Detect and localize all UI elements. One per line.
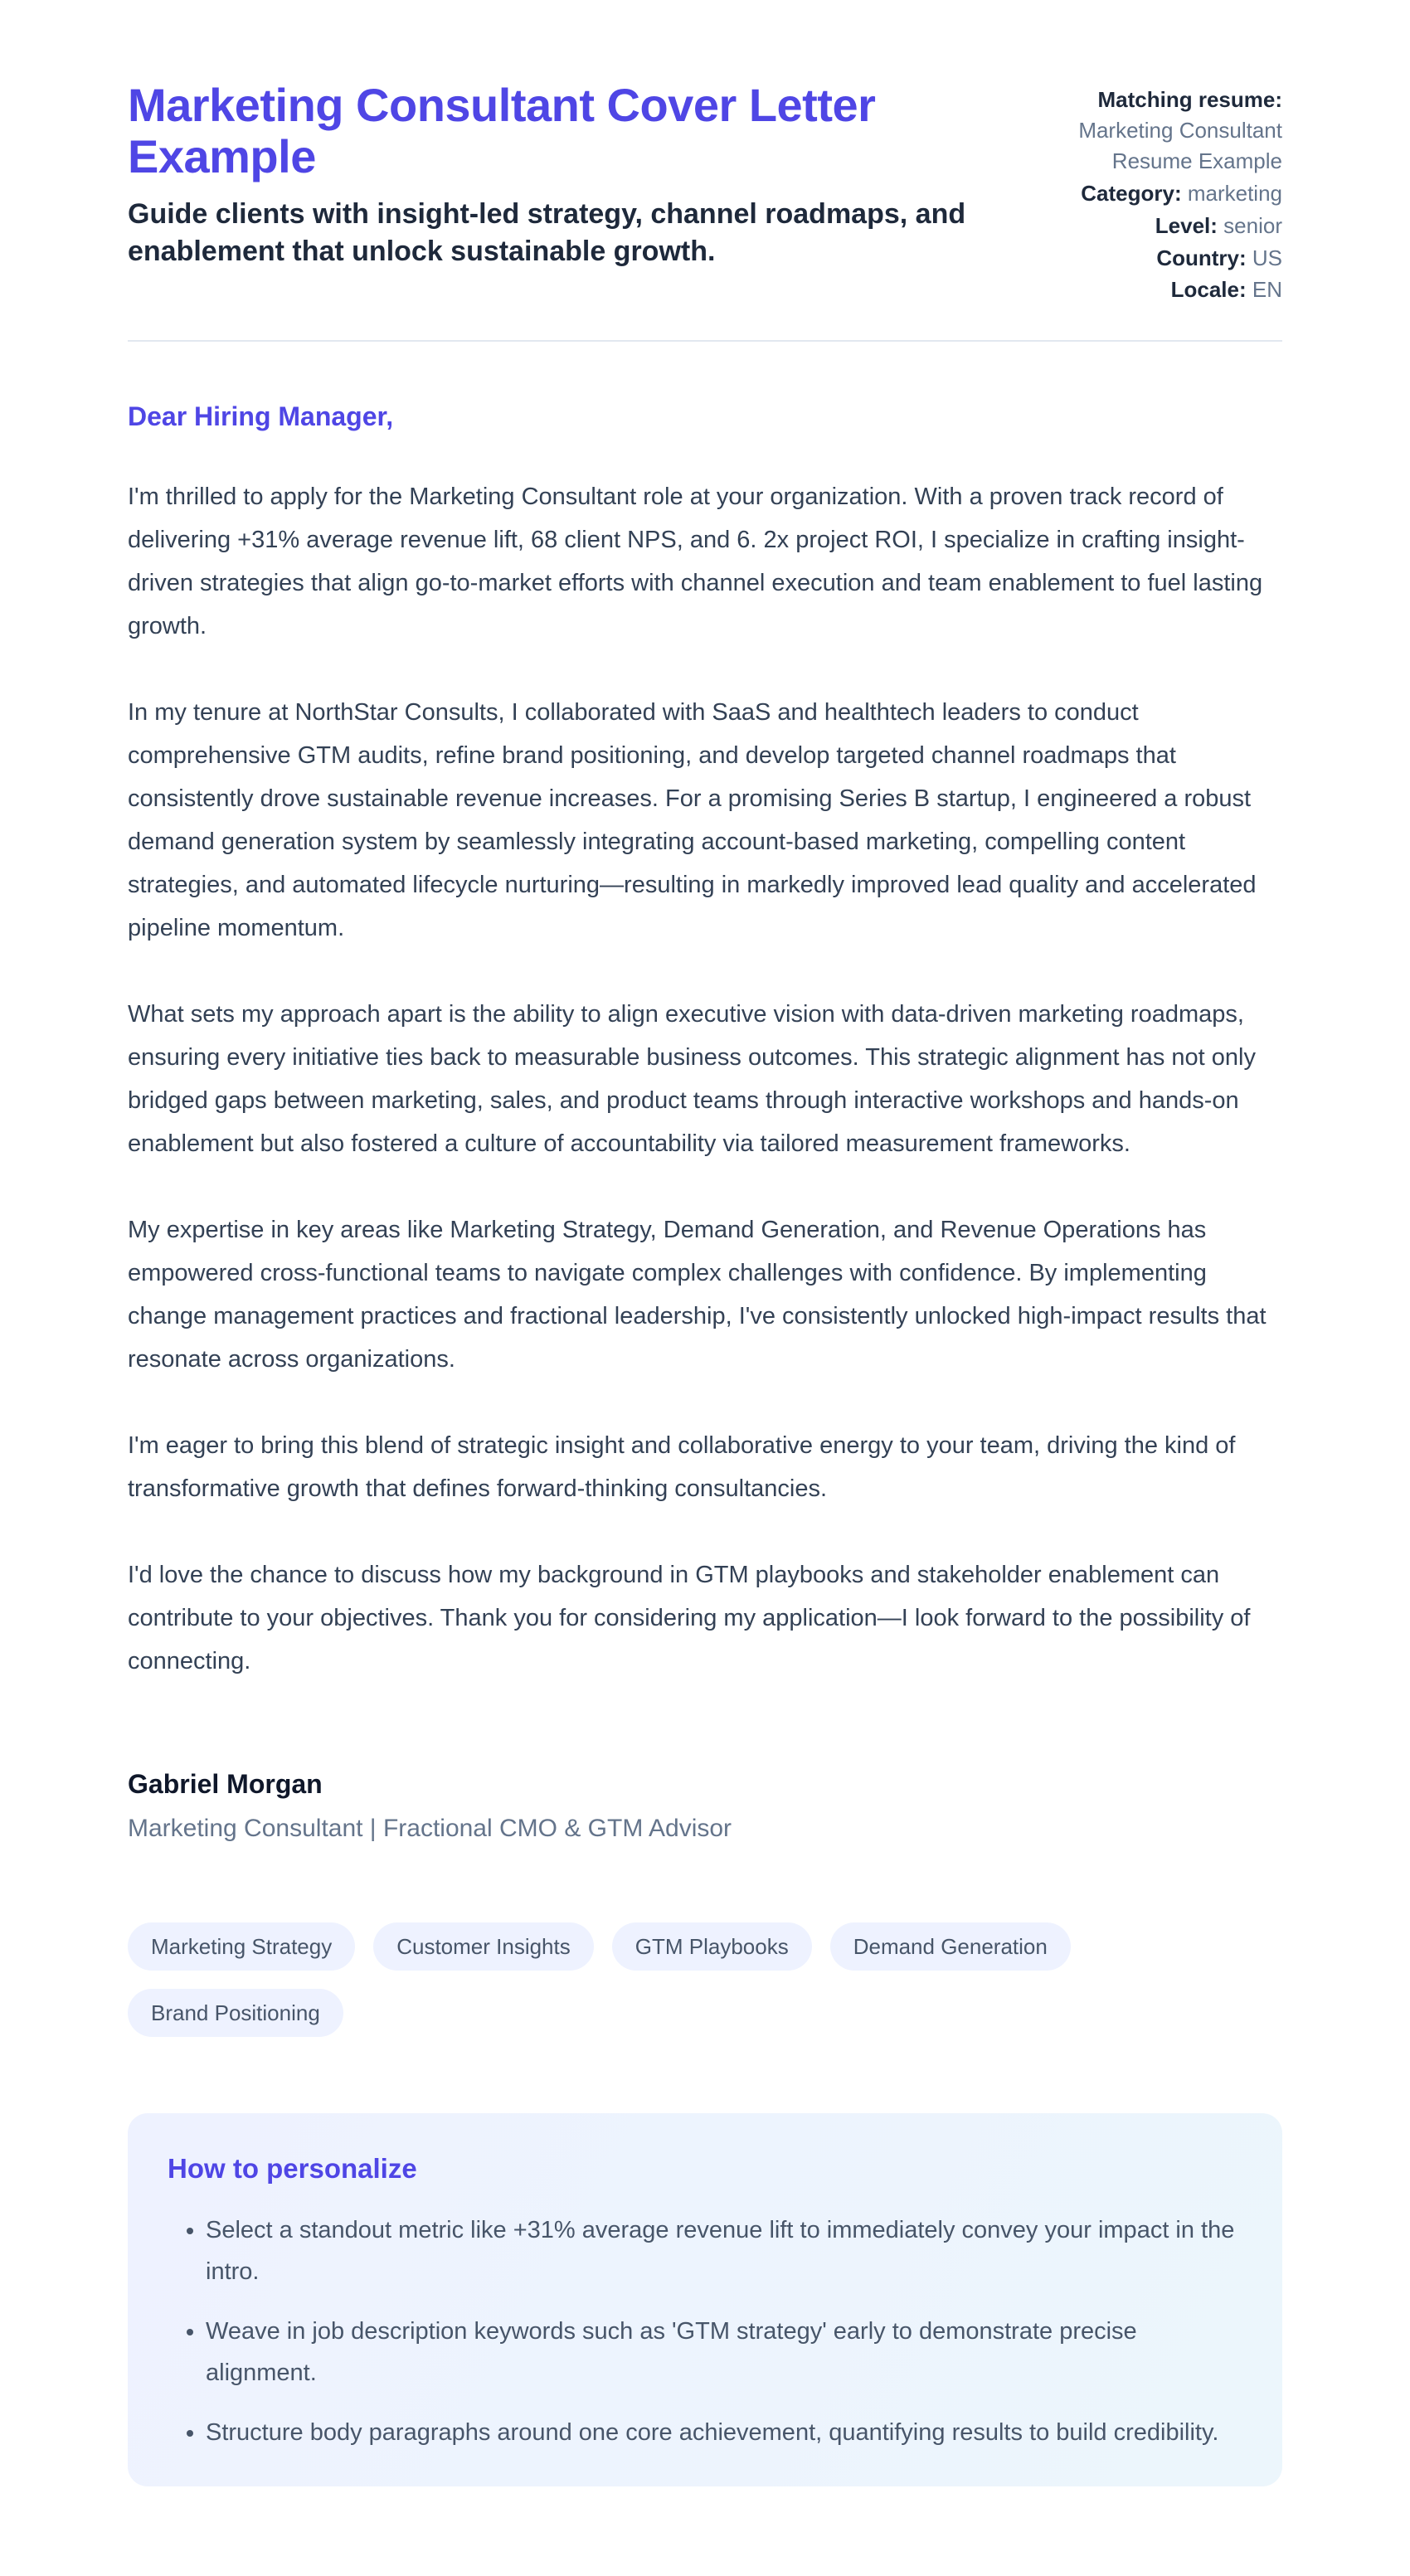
letter-paragraph-2: In my tenure at NorthStar Consults, I collaborated with SaaS and healthtech leaders to conduct comprehensive GTM audits, refine brand positioning, and develop targeted channel roadmaps that consistently drove sustainable revenue increases. For a promising Series B startup, I engineered a robust demand generation system by seamlessly integrating account-based marketing, compelling content strategies, and automated lifecycle nurturing—resulting in markedly improved lead quality and accelerated pipeline momentum. [128,699,1257,942]
letter-body [128,401,1282,1843]
tag-brand-positioning: Brand Positioning [128,1989,343,2037]
personalize-tip-2: • Weave in job description keywords such as 'GTM strategy' early to demonstrate precise alignment. [206,2311,1242,2394]
letter-paragraph-5: I'm eager to bring this blend of strategic insight and collaborative energy to your team, driving the kind of transformative growth that defines forward-thinking consultancies. [128,1432,1236,1503]
meta-label: Country: [1156,245,1247,270]
personalize-heading: How to personalize [168,2153,417,2185]
tag-customer-insights: Customer Insights [373,1922,594,1971]
tag-gtm-playbooks: GTM Playbooks [612,1922,812,1971]
page-subtitle: Guide clients with insight-led strategy, channel roadmaps, and enablement that unlock sustainable growth. [128,198,966,267]
header [128,80,1282,307]
signature-role: Marketing Consultant | Fractional CMO & GTM Advisor [128,1815,732,1843]
page-title: Marketing Consultant Cover Letter Example [128,79,876,182]
meta-locale [1033,275,1282,305]
personalize-tip-3: • Structure body paragraphs around one core achievement, quantifying results to build credibility. [206,2412,1242,2453]
meta-value: EN [1252,277,1282,303]
letter-paragraph-4: My expertise in key areas like Marketing Strategy, Demand Generation, and Revenue Operations has empowered cross-functional teams to navigate complex challenges with confidence. By implementing change management practices and fractional leadership, I've consistently unlocked high-impact results that resonate across organizations. [128,1217,1267,1373]
personalize-tip-list [168,2209,1242,2453]
meta-panel [1033,80,1282,307]
tag-demand-generation: Demand Generation [830,1922,1071,1971]
meta-category [1033,178,1282,209]
letter-paragraph-3: What sets my approach apart is the ability to align executive vision with data-driven marketing roadmaps, ensuring every initiative ties back to measurable business outcomes. This strategic alignment has not only bridged gaps between marketing, sales, and product teams through interactive workshops and hands-on enablement but also fostered a culture of accountability via tailored measurement frameworks. [128,1001,1256,1158]
tag-marketing-strategy: Marketing Strategy [128,1922,355,1971]
meta-value: marketing [1187,180,1282,206]
letter-paragraph-6: I'd love the chance to discuss how my background in GTM playbooks and stakeholder enablement can contribute to your objectives. Thank you for considering my application—I look forward to the possibility of connecting. [128,1562,1251,1675]
header-divider [128,340,1282,342]
meta-value: Marketing Consultant Resume Example [1078,117,1282,173]
meta-country [1033,243,1282,274]
signature-name: Gabriel Morgan [128,1769,323,1800]
meta-level [1033,211,1282,241]
personalize-tip-1: • Select a standout metric like +31% average revenue lift to immediately convey your impact in the intro. [206,2209,1242,2292]
meta-matching-resume [1033,85,1282,177]
tag-list [128,1922,1282,2037]
personalize-box [128,2113,1282,2486]
meta-label: Locale: [1170,277,1247,303]
meta-value: US [1252,245,1282,270]
meta-label: Matching resume: [1097,87,1282,112]
letter-paragraph-1: I'm thrilled to apply for the Marketing Consultant role at your organization. With a proven track record of delivering +31% average revenue lift, 68 client NPS, and 6. 2x project ROI, I specialize in crafting insight-driven strategies that align go-to-market efforts with channel execution and team enablement to fuel lasting growth. [128,484,1263,640]
meta-label: Category: [1081,180,1182,206]
meta-label: Level: [1155,212,1218,238]
header-title-block [128,80,990,270]
salutation: Dear Hiring Manager, [128,401,394,432]
meta-value: senior [1223,212,1282,238]
